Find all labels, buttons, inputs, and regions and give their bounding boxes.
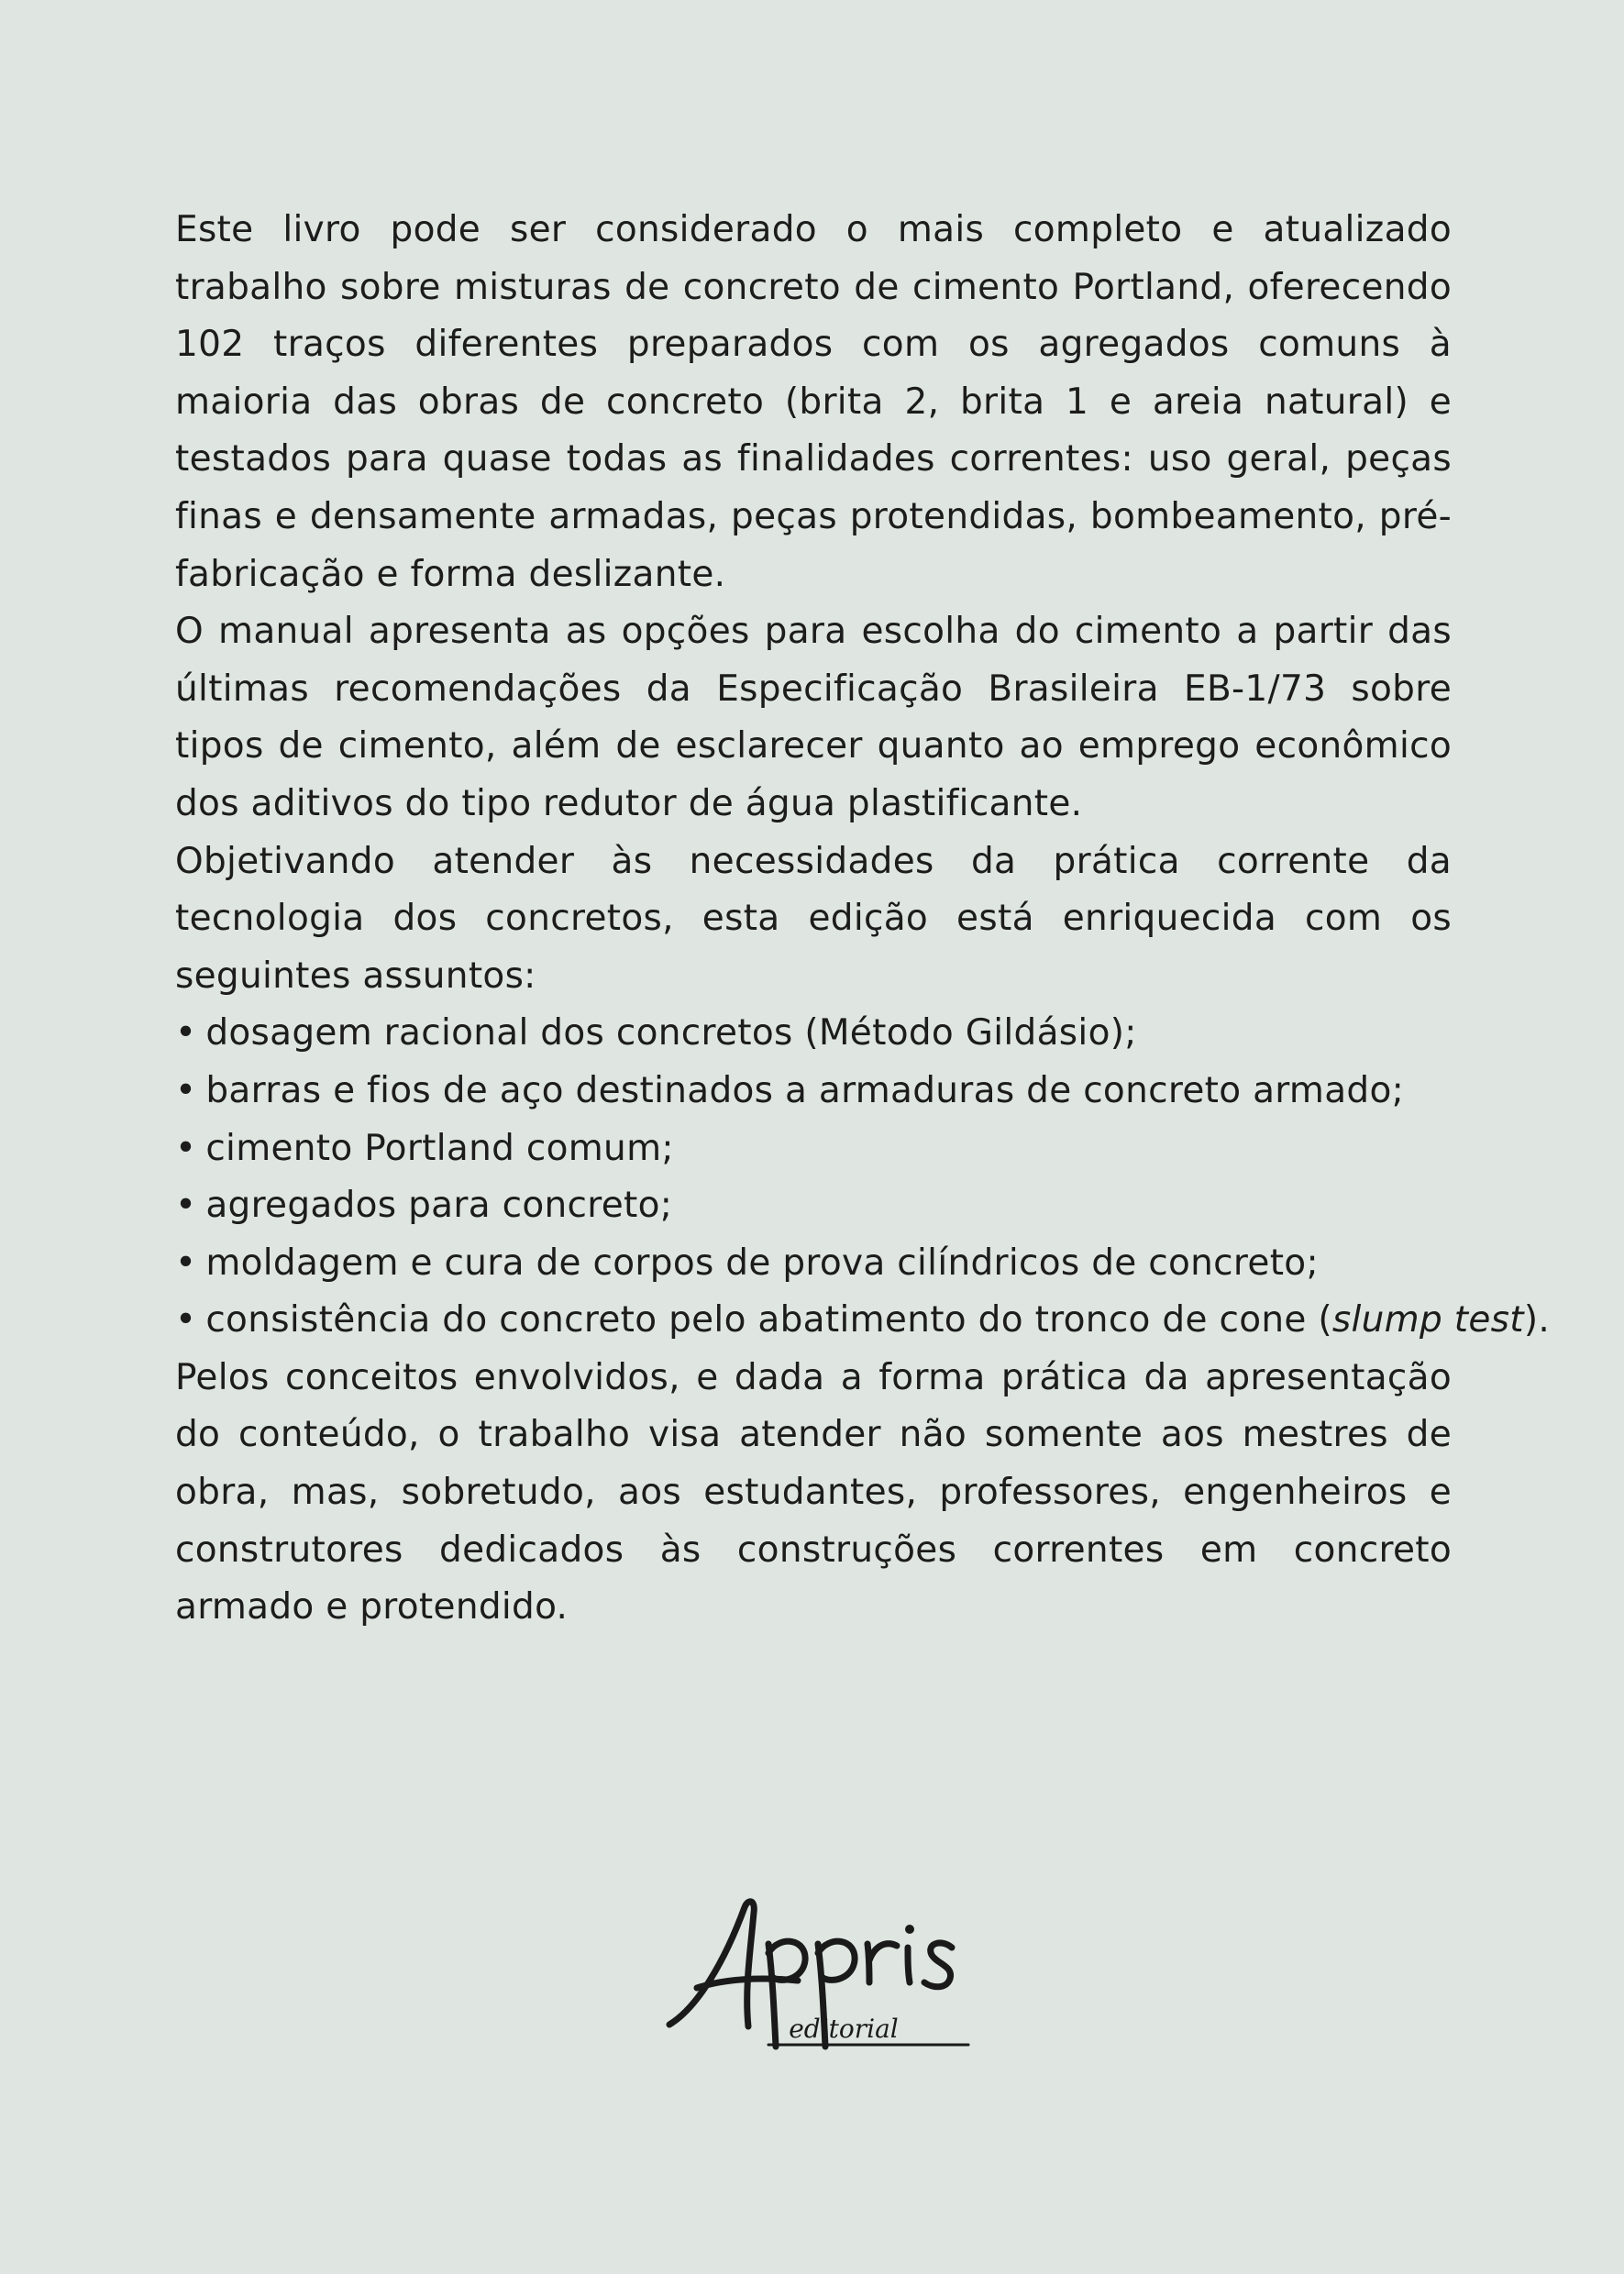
list-item (175, 1177, 1452, 1235)
list-item-text: barras e fios de aço destinados a armaduras de concreto armado; (205, 1069, 1405, 1111)
list-item-text: agregados para concreto; (205, 1185, 673, 1227)
bullet-symbol: • (175, 1069, 197, 1111)
synopsis-text (175, 202, 1551, 1637)
logo-subtitle: editorial (789, 2014, 899, 2044)
list-item-text-italic: slump test (1331, 1299, 1524, 1341)
list-item (175, 1292, 1551, 1350)
list-item (175, 1063, 1452, 1120)
bullet-symbol: • (175, 1299, 197, 1341)
list-item (175, 1120, 1452, 1178)
appris-logo-icon (660, 1889, 972, 2054)
list-item-text-prefix: consistência do concreto pelo abatimento do tronco de cone ( (205, 1299, 1332, 1341)
bullet-symbol: • (175, 1012, 197, 1054)
paragraph-manual: O manual apresenta as opções para escolha do cimento a partir das últimas recomendações da Especificação Brasileira EB-1/73 sobre tipos de cimento, além de esclarecer quanto ao emprego econômico dos aditivos do tipo redutor de água plastificante. (175, 611, 1452, 824)
list-item-text: moldagem e cura de corpos de prova cilíndricos de concreto; (205, 1242, 1319, 1284)
paragraph-intro: Este livro pode ser considerado o mais completo e atualizado trabalho sobre misturas de concreto de cimento Portland, oferecendo 102 traços diferentes preparados com os agregados comuns à maioria das obras de concreto (brita 2, brita 1 e areia natural) e testados para quase todas as finalidades correntes: uso geral, peças finas e densamente armadas, peças protendidas, bombeamento, pré-fabricação e forma deslizante. (175, 209, 1452, 595)
list-item-text: cimento Portland comum; (205, 1127, 674, 1169)
list-item-text-suffix: ). (1523, 1299, 1551, 1341)
list-item-text: dosagem racional dos concretos (Método Gildásio); (205, 1012, 1137, 1054)
paragraph-objective: Objetivando atender às necessidades da prática corrente da tecnologia dos concretos, esta edição está enriquecida com os seguintes assuntos: (175, 840, 1452, 997)
topics-list (175, 1005, 1551, 1350)
appris-editorial-logo (660, 1889, 972, 2054)
paragraph-audience: Pelos conceitos envolvidos, e dada a forma prática da apresentação do conteúdo, o trabalho visa atender não somente aos mestres de obra, mas, sobretudo, aos estudantes, professores, engenheiros e construtores dedicados às construções correntes em concreto armado e protendido. (175, 1356, 1452, 1628)
bullet-symbol: • (175, 1185, 197, 1227)
bullet-symbol: • (175, 1242, 197, 1284)
bullet-symbol: • (175, 1127, 197, 1169)
list-item (175, 1005, 1452, 1063)
list-item (175, 1235, 1452, 1293)
